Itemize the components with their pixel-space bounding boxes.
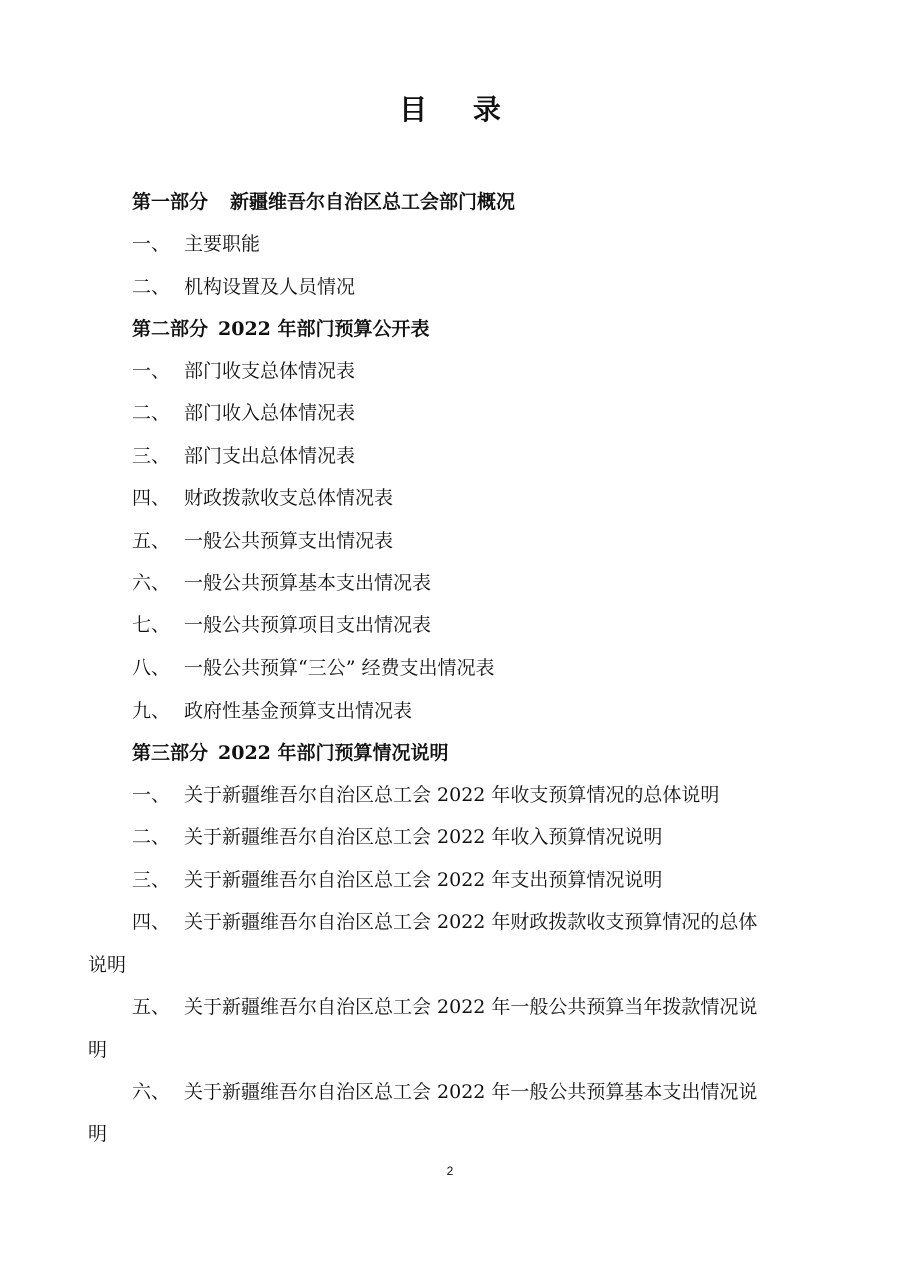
toc-entry-continuation: 说明 — [88, 954, 127, 976]
part1-number: 第一部分 — [132, 191, 209, 213]
toc-entry — [132, 654, 494, 682]
entry-text: 部门收入总体情况表 — [184, 402, 356, 424]
toc-entry — [132, 866, 662, 894]
entry-text: 关于新疆维吾尔自治区总工会 2022 年一般公共预算基本支出情况说 — [184, 1081, 758, 1103]
entry-number: 五、 — [132, 996, 171, 1018]
part1-heading — [132, 188, 515, 216]
entry-text: 一般公共预算项目支出情况表 — [184, 614, 432, 636]
part2-title: 2022 年部门预算公开表 — [218, 318, 430, 340]
part1-title: 新疆维吾尔自治区总工会部门概况 — [230, 191, 516, 213]
toc-entry — [132, 993, 757, 1021]
toc-entry — [132, 230, 260, 258]
part2-number: 第二部分 — [132, 318, 209, 340]
entry-number: 八、 — [132, 657, 171, 679]
toc-entry — [132, 908, 757, 936]
toc-entry — [132, 1078, 757, 1106]
entry-text: 部门支出总体情况表 — [184, 445, 356, 467]
toc-entry — [132, 611, 431, 639]
entry-number: 二、 — [132, 826, 171, 848]
entry-text: 主要职能 — [184, 233, 261, 255]
page-number: 2 — [446, 1164, 454, 1178]
toc-entry — [132, 781, 719, 809]
entry-text: 财政拨款收支总体情况表 — [184, 487, 394, 509]
toc-entry-continuation: 明 — [88, 1039, 108, 1061]
toc-entry — [132, 442, 355, 470]
entry-number: 四、 — [132, 487, 171, 509]
toc-entry — [132, 569, 431, 597]
toc-entry — [132, 823, 662, 851]
toc-entry-continuation: 明 — [88, 1123, 108, 1145]
toc-entry — [132, 273, 355, 301]
toc-entry — [132, 697, 412, 725]
entry-text: 一般公共预算“三公” 经费支出情况表 — [184, 657, 495, 679]
entry-text: 一般公共预算基本支出情况表 — [184, 572, 432, 594]
entry-text: 政府性基金预算支出情况表 — [184, 700, 413, 722]
entry-text: 关于新疆维吾尔自治区总工会 2022 年财政拨款收支预算情况的总体 — [184, 911, 758, 933]
entry-number: 一、 — [132, 360, 171, 382]
part2-heading — [132, 315, 430, 343]
entry-number: 二、 — [132, 402, 171, 424]
entry-number: 一、 — [132, 233, 171, 255]
entry-number: 四、 — [132, 911, 171, 933]
entry-number: 二、 — [132, 276, 171, 298]
toc-entry — [132, 527, 393, 555]
toc-entry — [132, 399, 355, 427]
entry-number: 五、 — [132, 530, 171, 552]
entry-text: 关于新疆维吾尔自治区总工会 2022 年收支预算情况的总体说明 — [184, 784, 720, 806]
entry-text: 关于新疆维吾尔自治区总工会 2022 年一般公共预算当年拨款情况说 — [184, 996, 758, 1018]
part3-title: 2022 年部门预算情况说明 — [218, 742, 449, 764]
entry-text: 关于新疆维吾尔自治区总工会 2022 年收入预算情况说明 — [184, 826, 663, 848]
entry-number: 六、 — [132, 1081, 171, 1103]
entry-text: 关于新疆维吾尔自治区总工会 2022 年支出预算情况说明 — [184, 869, 663, 891]
entry-number: 七、 — [132, 614, 171, 636]
toc-entry — [132, 357, 355, 385]
entry-number: 三、 — [132, 869, 171, 891]
part3-number: 第三部分 — [132, 742, 209, 764]
entry-number: 三、 — [132, 445, 171, 467]
entry-number: 一、 — [132, 784, 171, 806]
entry-number: 九、 — [132, 700, 171, 722]
entry-text: 机构设置及人员情况 — [184, 276, 356, 298]
entry-text: 一般公共预算支出情况表 — [184, 530, 394, 552]
entry-text: 部门收支总体情况表 — [184, 360, 356, 382]
toc-title: 目 录 — [399, 93, 519, 126]
entry-number: 六、 — [132, 572, 171, 594]
toc-entry — [132, 484, 393, 512]
part3-heading — [132, 739, 449, 767]
